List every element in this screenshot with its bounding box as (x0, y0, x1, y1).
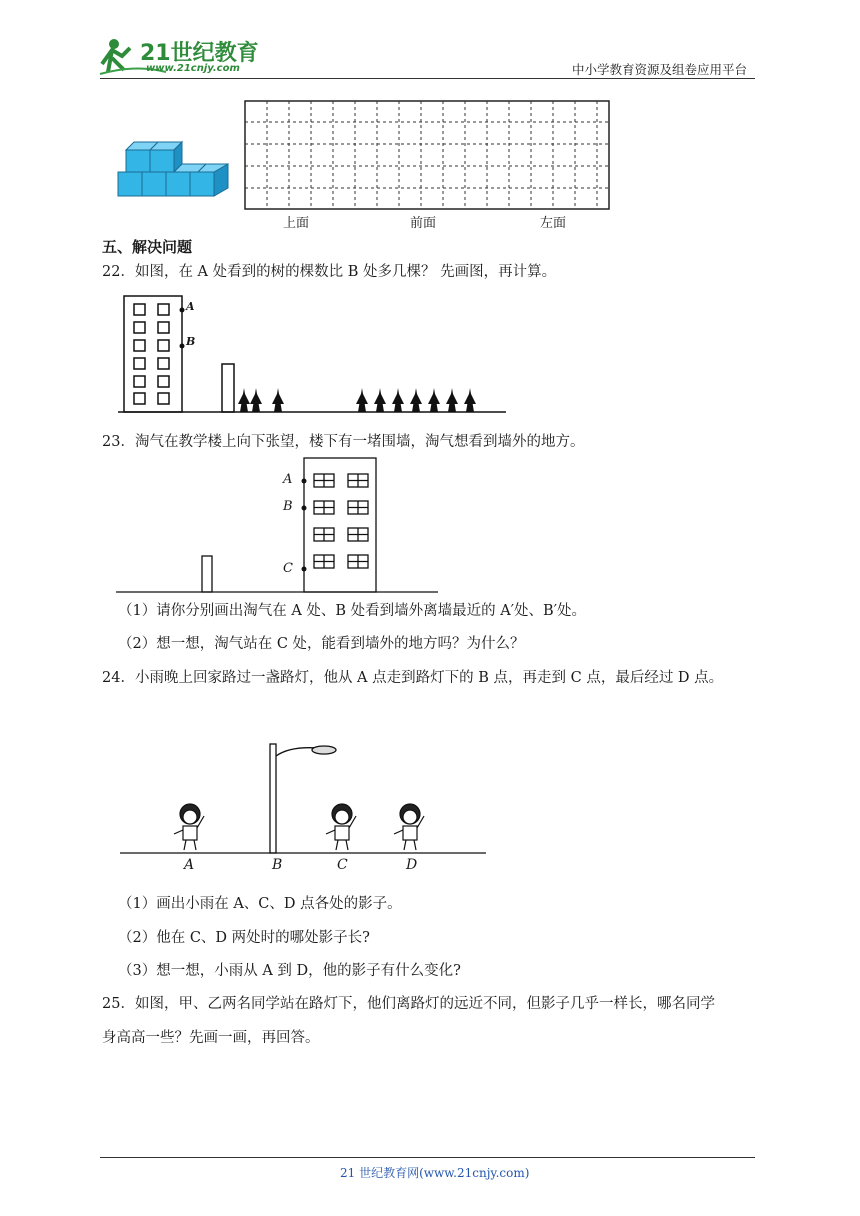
q23-point-c: C (283, 561, 293, 576)
cube-figure (116, 138, 230, 202)
q24-point-a: A (184, 857, 195, 873)
q23-text: 23．淘气在教学楼上向下张望，楼下有一堵围墙，淘气想看到墙外的地方。 (102, 434, 585, 450)
q24-sub2: （2）他在 C、D 两处时的哪处影子长? (118, 930, 370, 946)
q24-text: 24．小雨晚上回家路过一盏路灯，他从 A 点走到路灯下的 B 点，再走到 C 点，最后经过 D 点。 (102, 670, 724, 686)
q22-figure (118, 292, 510, 416)
q23-sub2: （2）想一想，淘气站在 C 处，能看到墙外的地方吗？为什么？ (118, 636, 525, 652)
q23-sub1: （1）请你分别画出淘气在 A 处、B 处看到墙外离墙最近的 A′处、B′处。 (118, 603, 586, 619)
grid-label-left: 左面 (540, 216, 567, 231)
grid-label-front: 前面 (410, 216, 437, 231)
q24-sub3: （3）想一想，小雨从 A 到 D，他的影子有什么变化? (118, 963, 461, 979)
footer-text: 21 世纪教育网(www.21cnjy.com) (340, 1166, 530, 1180)
q23-point-a: A (283, 472, 293, 487)
q22-point-a: A (186, 300, 195, 313)
q23-figure (116, 456, 440, 596)
boy-c-icon (326, 804, 356, 850)
header-divider (100, 78, 755, 79)
q24-sub1: （1）画出小雨在 A、C、D 点各处的影子。 (118, 896, 402, 912)
q24-point-b: B (272, 857, 283, 873)
q22-text: 22．如图，在 A 处看到的树的棵数比 B 处多几棵？ 先画图，再计算。 (102, 264, 557, 280)
boy-d-icon (394, 804, 424, 850)
section-title: 五、解决问题 (102, 238, 193, 256)
q22-point-b: B (186, 335, 196, 348)
boy-a-icon (174, 804, 204, 850)
platform-name: 中小学教育资源及组卷应用平台 (572, 62, 748, 77)
q24-point-d: D (406, 857, 418, 873)
footer-divider (100, 1157, 755, 1158)
logo-url: www.21cnjy.com (146, 63, 240, 74)
q25-line1: 25．如图，甲、乙两名同学站在路灯下，他们离路灯的远近不同，但影子几乎一样长，哪名同学 (102, 996, 715, 1012)
grid-label-top: 上面 (283, 216, 310, 231)
q24-point-c: C (337, 857, 348, 873)
q24-figure (120, 740, 490, 860)
q25-line2: 身高高一些？先画一画，再回答。 (102, 1030, 320, 1046)
logo-title: 21世纪教育 (140, 41, 259, 66)
q23-point-b: B (283, 499, 293, 514)
